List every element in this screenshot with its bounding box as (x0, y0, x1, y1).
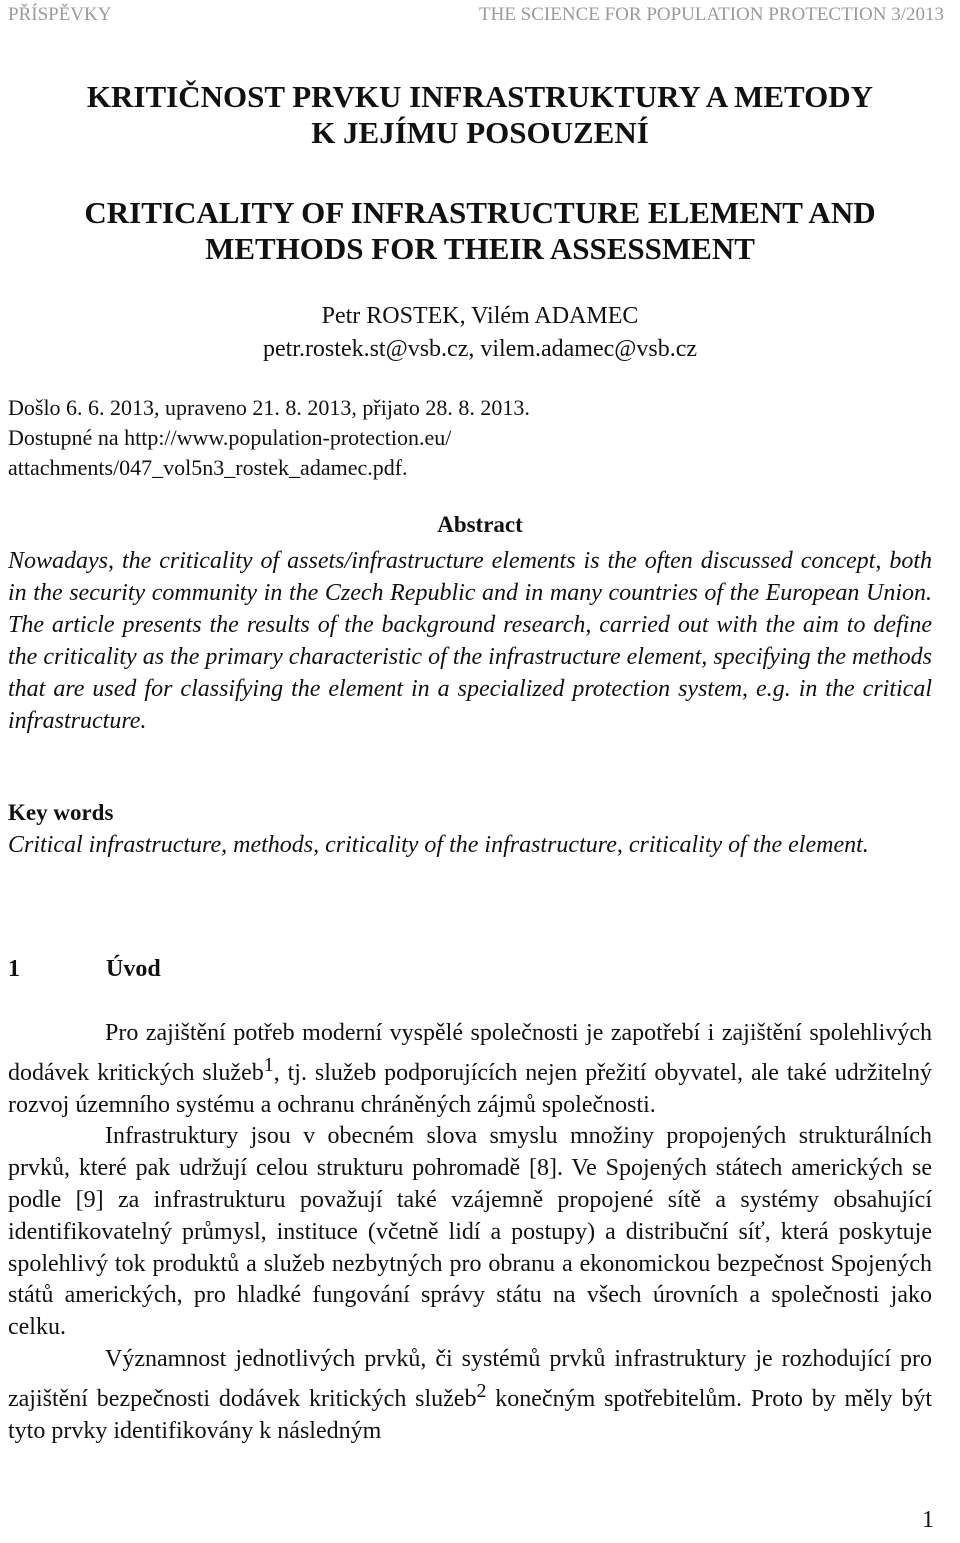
dates-line: Došlo 6. 6. 2013, upraveno 21. 8. 2013, přijato 28. 8. 2013. (8, 395, 530, 420)
dates-line: attachments/047_vol5n3_rostek_adamec.pdf. (8, 455, 408, 480)
keywords-text: Critical infrastructure, methods, criticality of the infrastructure, criticality of the element. (8, 832, 869, 858)
footnote-marker: 2 (476, 1379, 487, 1402)
title-czech-line: KRITIČNOST PRVKU INFRASTRUKTURY A METODY (86, 79, 874, 114)
body-paragraph (8, 1344, 932, 1447)
author-block (0, 300, 960, 366)
page-number: 1 (922, 1507, 934, 1533)
paragraph-text: konečným spotřebitelům. Proto by měly být tyto prvky identifikovány k následným (8, 1385, 932, 1444)
title-english (0, 195, 960, 267)
paragraph-text: Významnost jednotlivých prvků, či systémů prvků infrastruktury je rozhodující pro zajištění bezpečnosti dodávek kritických služeb (8, 1345, 932, 1412)
author-emails: petr.rostek.st@vsb.cz, vilem.adamec@vsb.cz (262, 336, 698, 362)
body-text (8, 1018, 932, 1447)
footnote-marker: 1 (263, 1053, 274, 1076)
paragraph-text: Pro zajištění potřeb moderní vyspělé společnosti je zapotřebí i zajištění spolehlivých dodávek kritických služeb (8, 1020, 932, 1086)
abstract-heading: Abstract (437, 512, 523, 537)
title-czech-line: K JEJÍMU POSOUZENÍ (311, 115, 649, 150)
keywords-heading: Key words (8, 800, 114, 825)
abstract-text: Nowadays, the criticality of assets/infrastructure elements is the often discussed concept, both in the security community in the Czech Republic and in many countries of the European Union. The article presents the results of the background research, carried out with the aim to define the criticality as the primary characteristic of the infrastructure element, specifying the methods that are used for classifying the element in a specialized protection system, e.g. in the critical infrastructure. (8, 548, 932, 735)
dates-line: Dostupné na http://www.population-protection.eu/ (8, 425, 452, 450)
running-header (8, 4, 944, 28)
title-czech (0, 79, 960, 151)
paragraph-text: , tj. služeb podporujících nejen přežití obyvatel, ale také udržitelný rozvoj územního systému a ochranu chráněných zájmů společnosti. (8, 1059, 932, 1118)
section-number: 1 (8, 956, 20, 982)
header-journal-label: THE SCIENCE FOR POPULATION PROTECTION 3/2013 (479, 4, 944, 25)
body-paragraph (8, 1018, 932, 1121)
title-english-line: METHODS FOR THEIR ASSESSMENT (205, 231, 755, 266)
section-heading (8, 956, 161, 983)
section-title: Úvod (106, 956, 161, 982)
title-english-line: CRITICALITY OF INFRASTRUCTURE ELEMENT AND (84, 195, 876, 230)
body-paragraph: Infrastruktury jsou v obecném slova smyslu množiny propojených strukturálních prvků, které pak udržují celou strukturu pohromadě [8]. Ve Spojených státech amerických se podle [9] za infrastrukturu považují také vzájemně propojené sítě a systémy obsahující identifikovatelný průmysl, instituce (včetně lidí a postupy) a distribuční síť, která poskytuje spolehlivý tok produktů a služeb nezbytných pro obranu a ekonomickou bezpečnost Spojených států amerických, pro hladké fungování správy státu na všech úrovních a společnosti jako celku. (8, 1123, 932, 1341)
author-names: Petr ROSTEK, Vilém ADAMEC (321, 303, 639, 329)
publication-dates (8, 393, 708, 483)
header-section-label: PŘÍSPĚVKY (8, 4, 112, 25)
